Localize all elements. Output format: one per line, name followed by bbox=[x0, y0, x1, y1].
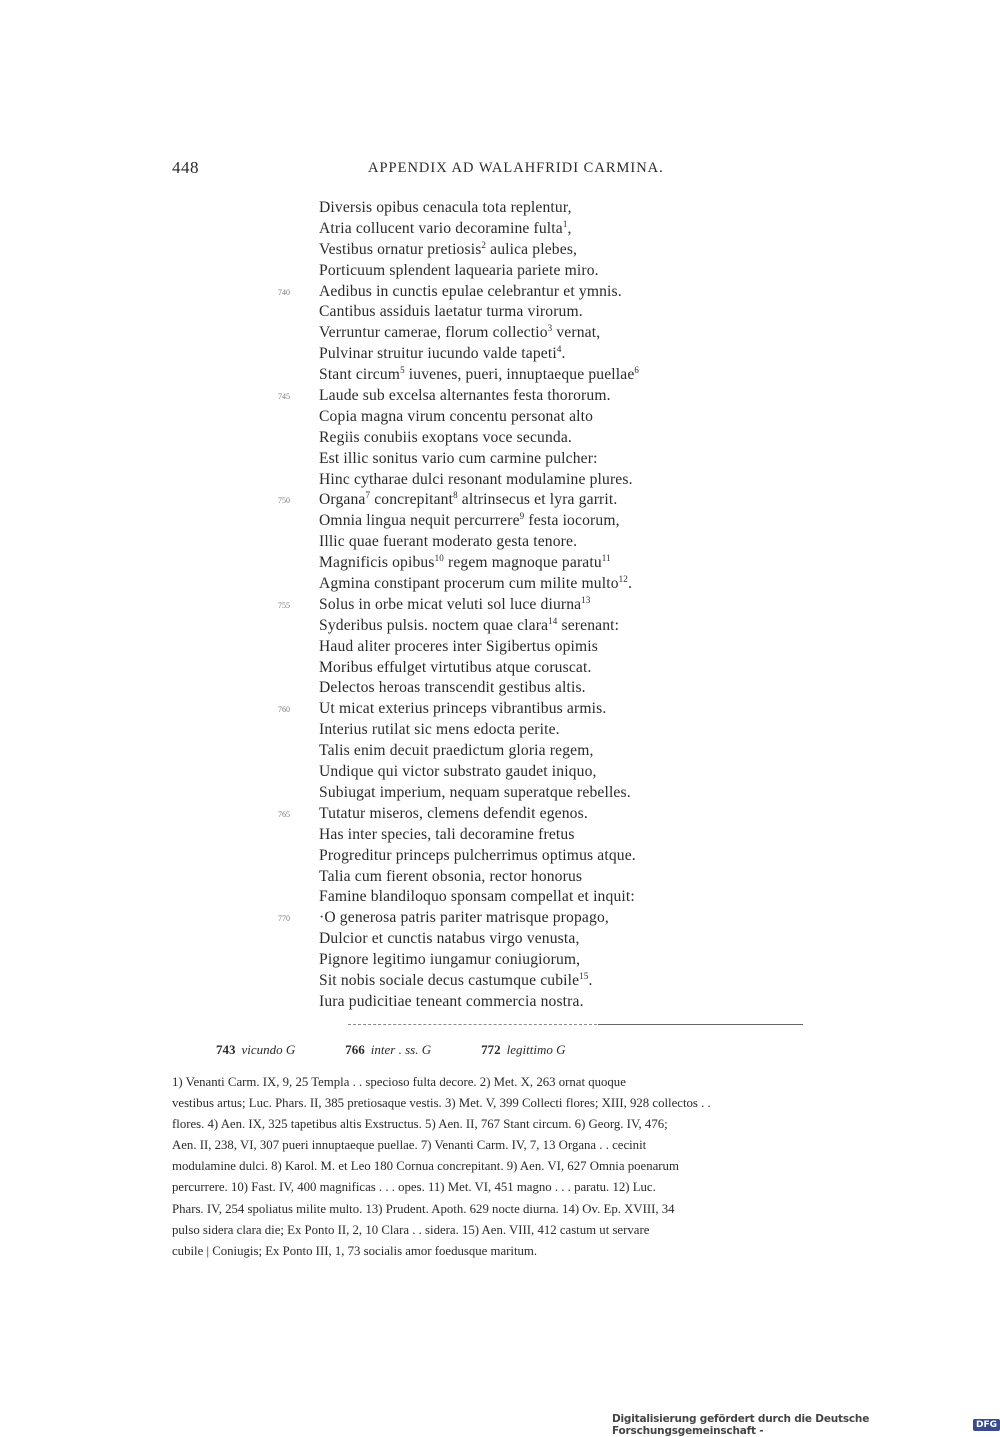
verse-line bbox=[0, 491, 1000, 512]
verse-text bbox=[319, 784, 631, 802]
verse-segment: Subiugat imperium, nequam superatque rebelles. bbox=[319, 783, 631, 801]
verse-segment: Atria collucent vario decoramine fulta bbox=[319, 219, 563, 237]
verse-segment: regem magnoque paratu bbox=[443, 554, 602, 572]
footnote-marker: 14 bbox=[548, 615, 558, 626]
verse-line bbox=[0, 993, 1000, 1014]
verse-line bbox=[0, 324, 1000, 345]
verse-line bbox=[0, 659, 1000, 680]
footnote-marker: 13 bbox=[581, 594, 591, 605]
verse-line bbox=[0, 909, 1000, 930]
critical-apparatus bbox=[216, 1042, 615, 1058]
verse-line bbox=[0, 868, 1000, 889]
footnote-line: modulamine dulci. 8) Karol. M. et Leo 180 Cornua concrepitant. 9) Aen. VI, 627 Omnia poenarum bbox=[172, 1159, 679, 1174]
footnote-marker: 6 bbox=[634, 364, 640, 375]
verse-segment: . bbox=[588, 971, 593, 989]
verse-line bbox=[0, 450, 1000, 471]
verse-text bbox=[319, 387, 611, 405]
footnote-line: pulso sidera clara die; Ex Ponto II, 2, 10 Clara . . sidera. 15) Aen. VIII, 412 castum ut servare bbox=[172, 1222, 650, 1237]
verse-text bbox=[319, 679, 586, 697]
page-header bbox=[0, 158, 1000, 182]
apparatus-entry bbox=[481, 1042, 565, 1058]
verse-segment: Undique qui victor substrato gaudet iniquo, bbox=[319, 763, 597, 781]
verse-segment: Syderibus pulsis. noctem quae clara bbox=[319, 616, 549, 634]
verse-line bbox=[0, 784, 1000, 805]
verse-text bbox=[319, 324, 600, 342]
verse-segment: Famine blandiloquo sponsam compellat et inquit: bbox=[319, 888, 635, 906]
verse-text bbox=[319, 220, 572, 238]
verse-segment: Vestibus ornatur pretiosis bbox=[319, 240, 482, 258]
verse-segment: festa iocorum, bbox=[524, 512, 620, 530]
verse-segment: Sit nobis sociale decus castumque cubile bbox=[319, 971, 580, 989]
verse-line bbox=[0, 826, 1000, 847]
apparatus-line-number: 743 bbox=[216, 1042, 236, 1057]
page-number: 448 bbox=[172, 158, 199, 177]
poem-text bbox=[0, 199, 1000, 1014]
verse-segment: Organa bbox=[319, 491, 366, 509]
verse-text bbox=[319, 763, 597, 781]
verse-segment: Talia cum fierent obsonia, rector honorus bbox=[319, 867, 583, 885]
verse-line bbox=[0, 847, 1000, 868]
verse-line bbox=[0, 366, 1000, 387]
footnotes bbox=[172, 1072, 848, 1262]
verse-segment: . bbox=[627, 575, 633, 593]
verse-line bbox=[0, 638, 1000, 659]
verse-segment: serenant: bbox=[557, 616, 620, 634]
verse-line bbox=[0, 533, 1000, 554]
footnote-marker: 4 bbox=[556, 344, 562, 355]
footnote-line: cubile | Coniugis; Ex Ponto III, 1, 73 socialis amor foedusque maritum. bbox=[172, 1243, 538, 1258]
verse-segment: ·O generosa patris pariter matrisque propago, bbox=[319, 909, 609, 927]
footnote-marker: 5 bbox=[400, 364, 405, 375]
verse-segment: Stant circum bbox=[319, 366, 401, 384]
footnote-line: 1) Venanti Carm. IX, 9, 25 Templa . . specioso fulta decore. 2) Met. X, 263 ornat quoque bbox=[172, 1075, 626, 1089]
running-title: APPENDIX AD WALAHFRIDI CARMINA. bbox=[368, 160, 664, 176]
line-number: 750 bbox=[278, 496, 290, 506]
verse-text bbox=[319, 471, 633, 489]
footnote-line: percurrere. 10) Fast. IV, 400 magnificas . . . opes. 11) Met. VI, 451 magno . . . paratu. 12) Luc. bbox=[172, 1180, 656, 1195]
verse-segment: Verruntur camerae, florum collectio bbox=[319, 324, 548, 342]
line-number: 740 bbox=[278, 287, 290, 297]
verse-segment: Laude sub excelsa alternantes festa thororum. bbox=[319, 387, 611, 405]
footnote-marker: 9 bbox=[519, 511, 525, 522]
verse-text bbox=[319, 617, 619, 635]
digitization-credit bbox=[612, 1413, 1000, 1437]
verse-text bbox=[319, 450, 598, 468]
verse-line bbox=[0, 262, 1000, 283]
apparatus-reading: vicundo G bbox=[241, 1042, 296, 1057]
verse-line bbox=[0, 575, 1000, 596]
apparatus-entry bbox=[216, 1042, 295, 1058]
footnote-marker: 10 bbox=[434, 552, 444, 563]
footnote-separator-solid bbox=[598, 1024, 803, 1025]
footnote-line: Phars. IV, 254 spoliatus milite multo. 13) Prudent. Apoth. 629 nocte diurna. 14) Ov. Ep. XVIII, 34 bbox=[172, 1201, 675, 1216]
verse-line bbox=[0, 951, 1000, 972]
verse-text bbox=[319, 930, 580, 948]
verse-line bbox=[0, 972, 1000, 993]
apparatus-entry bbox=[345, 1042, 431, 1058]
footnote-marker: 1 bbox=[562, 218, 568, 229]
footnote-marker: 2 bbox=[481, 239, 487, 250]
dfg-logo-icon: DFG bbox=[973, 1419, 1000, 1431]
verse-line bbox=[0, 408, 1000, 429]
verse-segment: Magnificis opibus bbox=[319, 554, 435, 572]
verse-text bbox=[319, 847, 636, 865]
footnote-line: Aen. II, 238, VI, 307 pueri innuptaeque puellae. 7) Venanti Carm. IV, 7, 13 Organa . . cecinit bbox=[172, 1138, 647, 1153]
verse-segment: Solus in orbe micat veluti sol luce diurna bbox=[319, 595, 582, 613]
verse-line bbox=[0, 512, 1000, 533]
verse-line bbox=[0, 888, 1000, 909]
verse-line bbox=[0, 387, 1000, 408]
verse-text bbox=[319, 659, 592, 677]
verse-text bbox=[319, 199, 572, 217]
verse-line bbox=[0, 700, 1000, 721]
verse-line bbox=[0, 471, 1000, 492]
verse-line bbox=[0, 303, 1000, 324]
verse-segment: Agmina constipant procerum cum milite multo bbox=[319, 575, 619, 593]
verse-text bbox=[319, 888, 635, 906]
verse-text bbox=[319, 721, 560, 739]
verse-segment: Cantibus assiduis laetatur turma virorum. bbox=[319, 303, 583, 321]
footnote-marker: 8 bbox=[453, 490, 458, 501]
verse-segment: Illic quae fuerant moderato gesta tenore. bbox=[319, 533, 578, 551]
footnote-marker: 7 bbox=[365, 490, 371, 501]
verse-text bbox=[319, 826, 575, 844]
footnote-marker: 3 bbox=[547, 323, 553, 334]
verse-segment: Pignore legitimo iungamur coniugiorum, bbox=[319, 951, 581, 969]
verse-text bbox=[319, 575, 632, 593]
verse-line bbox=[0, 805, 1000, 826]
verse-line bbox=[0, 763, 1000, 784]
footnote-line: flores. 4) Aen. IX, 325 tapetibus altis Exstructus. 5) Aen. II, 767 Stant circum. 6) Georg. IV, 476; bbox=[172, 1117, 668, 1132]
apparatus-reading: legittimo G bbox=[506, 1042, 566, 1057]
verse-segment: Interius rutilat sic mens edocta perite. bbox=[319, 721, 560, 739]
line-number: 770 bbox=[278, 914, 290, 924]
verse-segment: iuvenes, pueri, innuptaeque puellae bbox=[404, 366, 635, 384]
apparatus-line-number: 766 bbox=[345, 1042, 365, 1057]
verse-line bbox=[0, 345, 1000, 366]
verse-segment: Delectos heroas transcendit gestibus altis. bbox=[319, 679, 586, 697]
verse-line bbox=[0, 721, 1000, 742]
verse-text bbox=[319, 366, 639, 384]
verse-segment: Iura pudicitiae teneant commercia nostra. bbox=[319, 992, 584, 1010]
verse-segment: Ut micat exterius princeps vibrantibus armis. bbox=[319, 700, 607, 718]
verse-text bbox=[319, 241, 577, 259]
verse-line bbox=[0, 679, 1000, 700]
line-number: 755 bbox=[278, 600, 290, 610]
verse-text bbox=[319, 283, 622, 301]
verse-segment: altrinsecus et lyra garrit. bbox=[457, 491, 618, 509]
verse-segment: Omnia lingua nequit percurrere bbox=[319, 512, 520, 530]
verse-line bbox=[0, 596, 1000, 617]
verse-segment: Has inter species, tali decoramine fretus bbox=[319, 825, 575, 843]
apparatus-reading: inter . ss. G bbox=[370, 1042, 432, 1057]
verse-segment: Hinc cytharae dulci resonant modulamine plures. bbox=[319, 470, 633, 488]
verse-text bbox=[319, 429, 572, 447]
verse-segment: Talis enim decuit praedictum gloria regem, bbox=[319, 742, 594, 760]
line-number: 760 bbox=[278, 705, 290, 715]
verse-segment: Aedibus in cunctis epulae celebrantur et ymnis. bbox=[319, 282, 622, 300]
footnote-marker: 11 bbox=[601, 552, 611, 563]
verse-segment: , bbox=[567, 219, 572, 237]
verse-segment: Pulvinar struitur iucundo valde tapeti bbox=[319, 345, 557, 363]
verse-segment: . bbox=[561, 345, 566, 363]
verse-text bbox=[319, 554, 611, 572]
verse-line bbox=[0, 220, 1000, 241]
verse-text bbox=[319, 868, 582, 886]
verse-segment: Copia magna virum concentu personat alto bbox=[319, 407, 594, 425]
verse-line bbox=[0, 241, 1000, 262]
verse-text bbox=[319, 742, 594, 760]
verse-text bbox=[319, 638, 598, 656]
apparatus-line-number: 772 bbox=[481, 1042, 501, 1057]
line-number: 745 bbox=[278, 392, 290, 402]
verse-line bbox=[0, 742, 1000, 763]
verse-line bbox=[0, 429, 1000, 450]
verse-text bbox=[319, 596, 591, 614]
verse-segment: Progreditur princeps pulcherrimus optimus atque. bbox=[319, 846, 636, 864]
verse-text bbox=[319, 993, 584, 1011]
verse-segment: Diversis opibus cenacula tota replentur, bbox=[319, 199, 572, 216]
verse-line bbox=[0, 617, 1000, 638]
verse-text bbox=[319, 512, 620, 530]
verse-text bbox=[319, 345, 566, 363]
verse-text bbox=[319, 303, 583, 321]
verse-text bbox=[319, 700, 606, 718]
verse-line bbox=[0, 930, 1000, 951]
verse-segment: Tutatur miseros, clemens defendit egenos. bbox=[319, 804, 588, 822]
verse-segment: vernat, bbox=[552, 324, 601, 342]
verse-text bbox=[319, 491, 617, 509]
footnote-line: vestibus artus; Luc. Phars. II, 385 pretiosaque vestis. 3) Met. V, 399 Collecti flores; XIII, 928 collectos . . bbox=[172, 1096, 711, 1111]
footnote-marker: 12 bbox=[618, 573, 628, 584]
verse-segment: Moribus effulget virtutibus atque coruscat. bbox=[319, 658, 592, 676]
verse-line bbox=[0, 199, 1000, 220]
verse-text bbox=[319, 262, 599, 280]
verse-text bbox=[319, 972, 593, 990]
verse-text bbox=[319, 805, 588, 823]
verse-line bbox=[0, 283, 1000, 304]
line-number: 765 bbox=[278, 809, 290, 819]
verse-line bbox=[0, 554, 1000, 575]
verse-text bbox=[319, 951, 580, 969]
verse-text bbox=[319, 909, 609, 927]
verse-segment: aulica plebes, bbox=[486, 240, 578, 258]
footnote-marker: 15 bbox=[579, 970, 589, 981]
verse-segment: Est illic sonitus vario cum carmine pulcher: bbox=[319, 449, 598, 467]
verse-segment: Dulcior et cunctis natabus virgo venusta, bbox=[319, 930, 580, 948]
verse-segment: concrepitant bbox=[370, 491, 454, 509]
verse-text bbox=[319, 533, 577, 551]
verse-segment: Porticuum splendent laquearia pariete miro. bbox=[319, 261, 599, 279]
verse-segment: Regiis conubiis exoptans voce secunda. bbox=[319, 428, 572, 446]
verse-text bbox=[319, 408, 593, 426]
verse-segment: Haud aliter proceres inter Sigibertus opimis bbox=[319, 637, 598, 655]
credit-text: Digitalisierung gefördert durch die Deutsche Forschungsgemeinschaft - bbox=[612, 1413, 870, 1437]
